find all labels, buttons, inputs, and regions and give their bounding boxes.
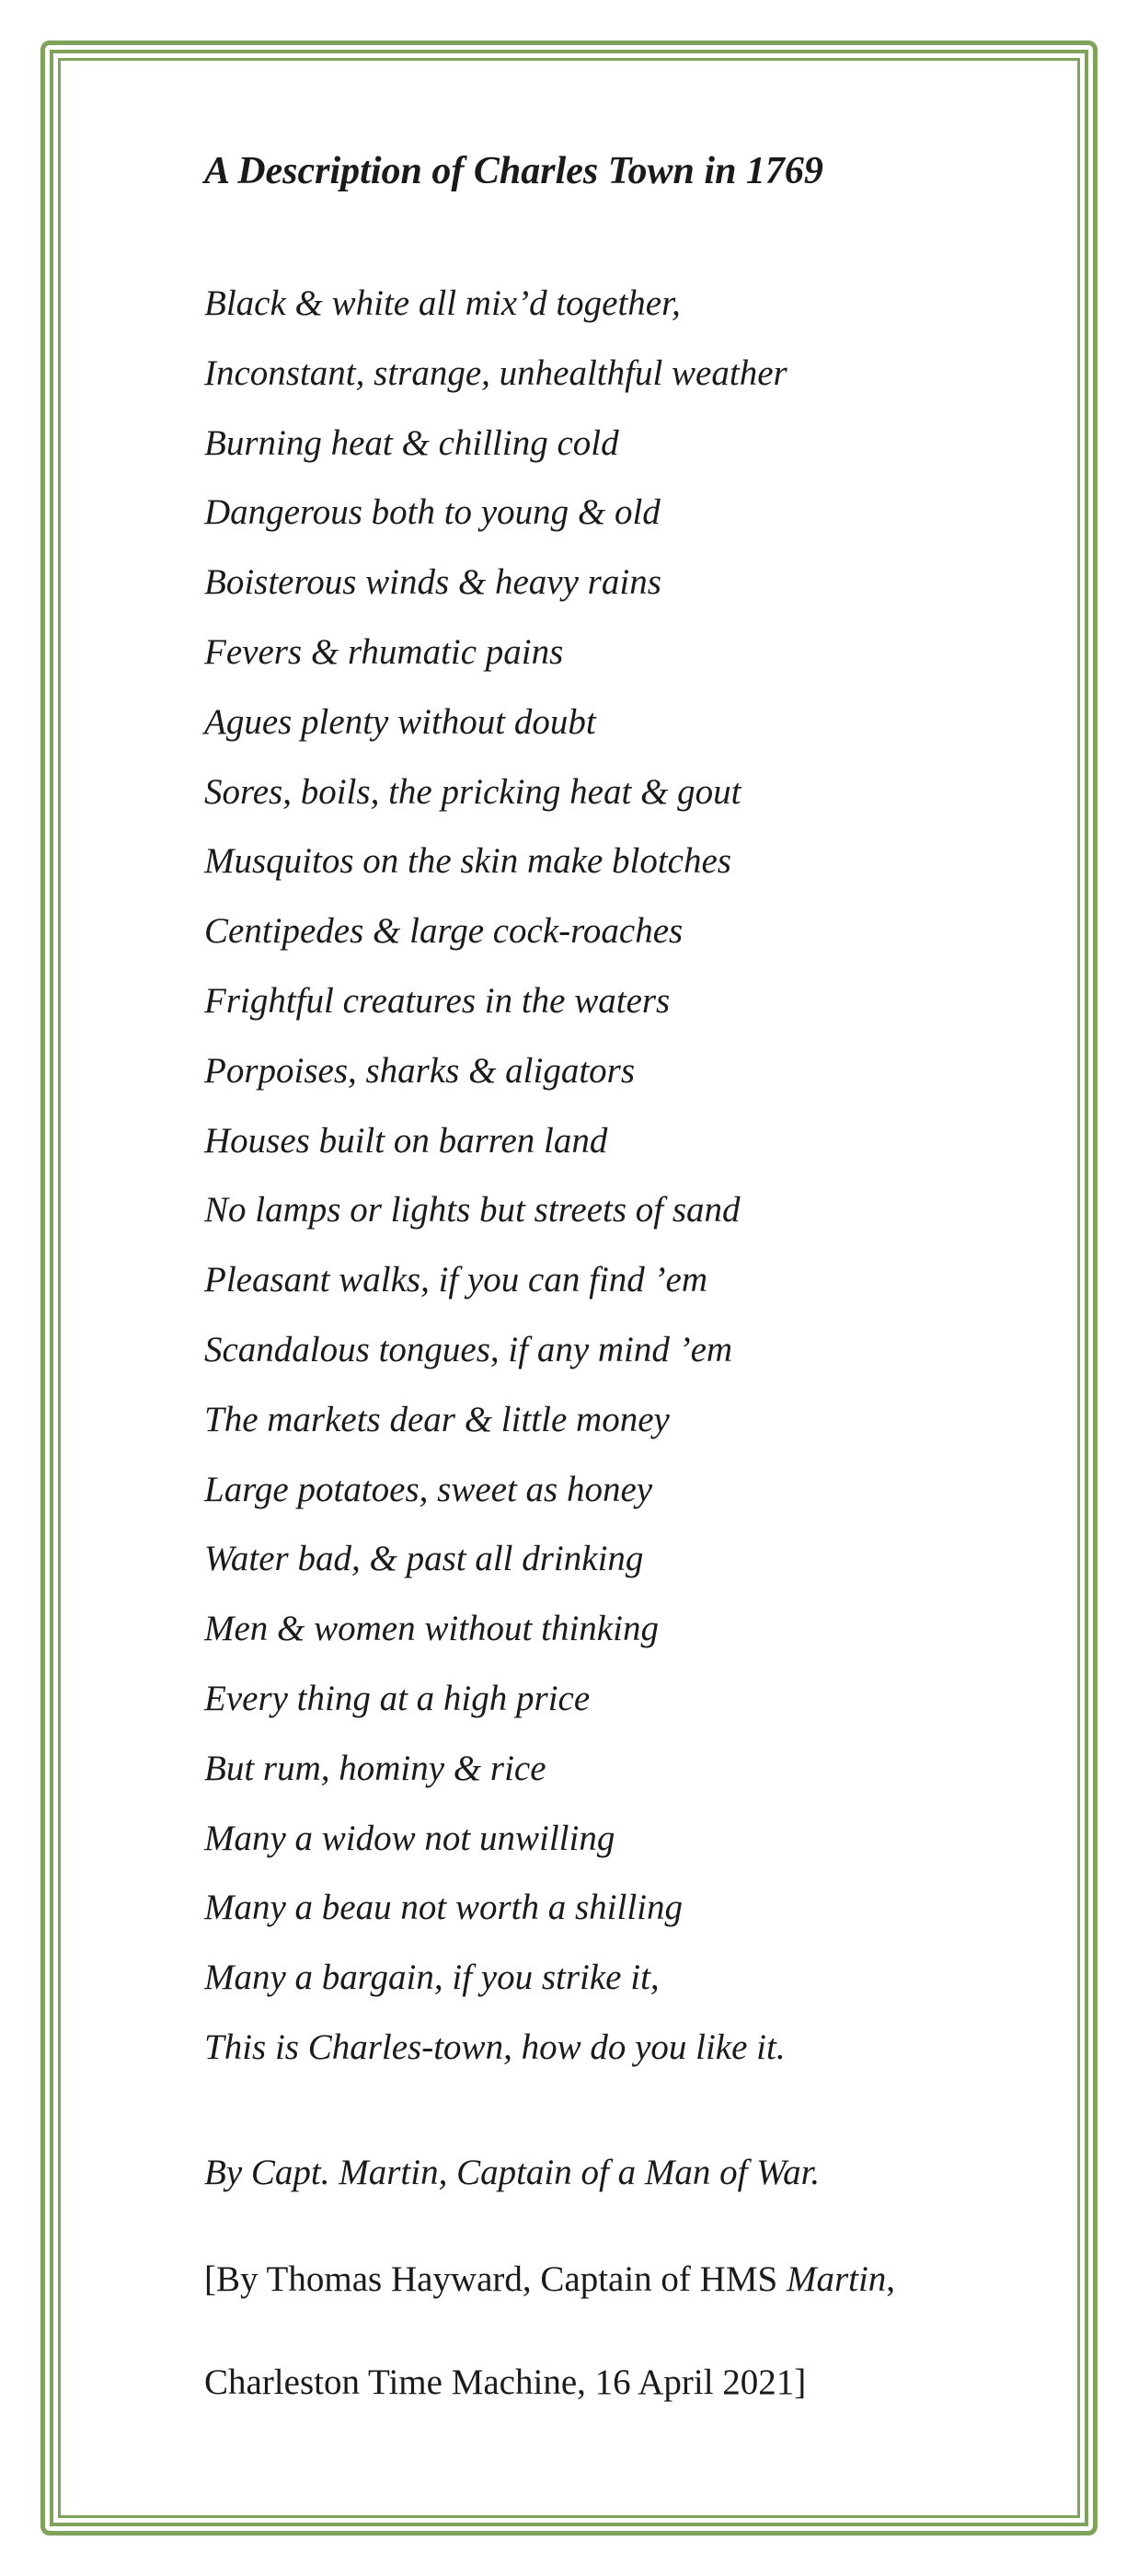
poem-line: Inconstant, strange, unhealthful weather [204, 352, 787, 393]
citation-line-1 [204, 2252, 1032, 2307]
poem-line: Boisterous winds & heavy rains [204, 562, 661, 603]
poem-line: Scandalous tongues, if any mind ’em [204, 1329, 733, 1369]
poem-line: Many a bargain, if you strike it, [204, 1958, 660, 1998]
poem-line: Black & white all mix’d together, [204, 283, 681, 323]
document-content [204, 138, 1032, 2410]
poem-line: Sores, boils, the pricking heat & gout [204, 771, 741, 812]
poem-line: Musquitos on the skin make blotches [204, 841, 731, 882]
poem-line: Fevers & rhumatic pains [204, 631, 564, 672]
citation [204, 2252, 1032, 2410]
poem-line: Many a widow not unwilling [204, 1818, 615, 1858]
poem-line: Water bad, & past all drinking [204, 1539, 644, 1579]
poem-line: Every thing at a high price [204, 1678, 591, 1718]
poem-line: Houses built on barren land [204, 1120, 608, 1161]
poem-byline: By Capt. Martin, Captain of a Man of War. [204, 2152, 821, 2192]
citation-line-2: Charleston Time Machine, 16 April 2021] [204, 2362, 807, 2402]
poem-line: No lamps or lights but streets of sand [204, 1190, 741, 1230]
poem-line: This is Charles-town, how do you like it. [204, 2027, 786, 2067]
poem-line: Pleasant walks, if you can find ’em [204, 1260, 707, 1300]
poem-line: But rum, hominy & rice [204, 1748, 546, 1788]
poem-line: Frightful creatures in the waters [204, 980, 671, 1021]
poem-line: Large potatoes, sweet as honey [204, 1469, 653, 1509]
citation-ship-name: Martin [786, 2258, 887, 2299]
poem-title: A Description of Charles Town in 1769 [204, 150, 823, 192]
poem-line: The markets dear & little money [204, 1399, 670, 1439]
citation-comma: , [886, 2258, 896, 2299]
citation-author: [By Thomas Hayward, Captain of HMS [204, 2258, 787, 2299]
poem-line: Men & women without thinking [204, 1609, 659, 1649]
poem-line: Porpoises, sharks & aligators [204, 1050, 636, 1091]
poem-body [204, 269, 1032, 2083]
poem-line: Burning heat & chilling cold [204, 422, 619, 463]
poem-line: Dangerous both to young & old [204, 492, 661, 533]
poem-line: Centipedes & large cock-roaches [204, 911, 684, 952]
poem-line: Agues plenty without doubt [204, 701, 596, 742]
poem-line: Many a beau not worth a shilling [204, 1888, 683, 1928]
